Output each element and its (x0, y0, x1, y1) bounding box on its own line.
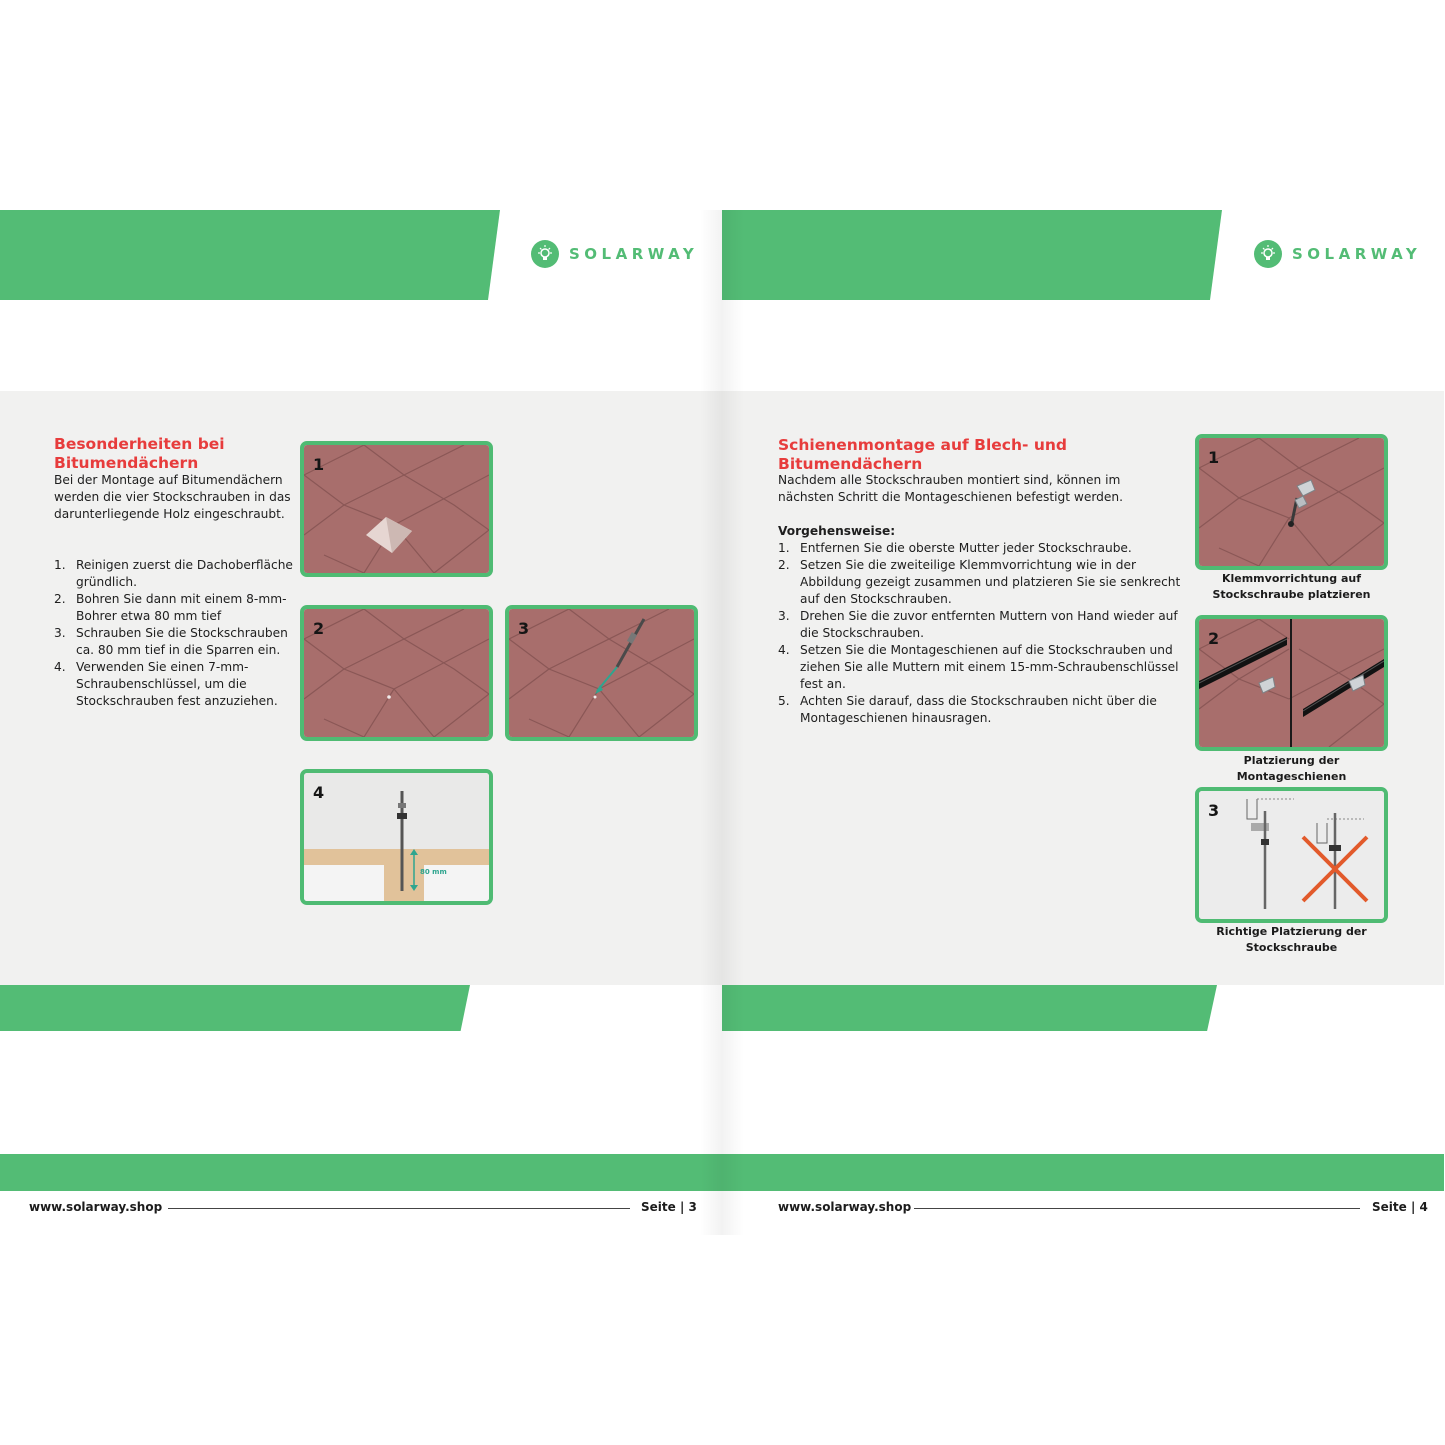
page-number: Seite | 4 (1372, 1200, 1428, 1214)
header-band (722, 210, 1222, 300)
intro-text: Nachdem alle Stockschrauben montiert sind, können im nächsten Schritt die Montageschienen befestigt werden. (778, 473, 1124, 504)
brand-logo (531, 240, 698, 268)
sun-bulb-icon (1254, 240, 1282, 268)
section-title: Schienenmontage auf Blech- und Bitumendächern (778, 436, 1067, 473)
list-item: 2. Bohren Sie dann mit einem 8-mm-Bohrer etwa 80 mm tief (54, 592, 287, 623)
bottom-accent-band (722, 985, 1217, 1031)
image-number: 3 (518, 619, 530, 638)
procedure-heading: Vorgehensweise: (778, 524, 896, 538)
step-image-depth (300, 769, 493, 905)
footer-band (722, 1154, 1444, 1191)
section-title: Besonderheiten bei Bitumendächern (54, 435, 225, 472)
depth-label: 80 mm (420, 868, 447, 876)
image-caption: Richtige Platzierung der Stockschraube (1216, 925, 1367, 954)
image-number: 1 (1208, 448, 1220, 467)
step-list (54, 557, 294, 710)
brand-name: SOLARWAY (1292, 245, 1422, 263)
footer-band (0, 1154, 722, 1191)
image-caption: Klemmvorrichtung auf Stockschraube platzieren (1212, 572, 1371, 601)
step-image-shingle-cap (300, 441, 493, 577)
bottom-accent-band (0, 985, 470, 1031)
image-number: 2 (313, 619, 325, 638)
footer-divider (914, 1208, 1360, 1209)
step-image-drilled-hole (300, 605, 493, 741)
step-image-correct-placement (1195, 787, 1388, 923)
step-image-clamp (1195, 434, 1388, 570)
list-item: 2. Setzen Sie die zweiteilige Klemmvorrichtung wie in der Abbildung gezeigt zusammen und platzieren Sie sie senkrecht auf den Stockschrauben. (778, 558, 1181, 606)
footer-url[interactable]: www.solarway.shop (29, 1200, 163, 1214)
page-number: Seite | 3 (641, 1200, 697, 1214)
footer-url[interactable]: www.solarway.shop (778, 1200, 912, 1214)
sun-bulb-icon (531, 240, 559, 268)
list-item: 4. Verwenden Sie einen 7-mm-Schraubenschlüssel, um die Stockschrauben fest anzuziehen. (54, 660, 278, 708)
list-item: 5. Achten Sie darauf, dass die Stockschrauben nicht über die Montageschienen hinausragen. (778, 694, 1157, 725)
list-item: 4. Setzen Sie die Montageschienen auf die Stockschrauben und ziehen Sie alle Muttern mit einem 15-mm-Schraubenschlüssel fest an. (778, 643, 1179, 691)
image-number: 3 (1208, 801, 1220, 820)
step-list (778, 540, 1184, 727)
image-number: 4 (313, 783, 325, 802)
page-footer (0, 1200, 722, 1220)
image-number: 1 (313, 455, 325, 474)
brand-name: SOLARWAY (569, 245, 699, 263)
brand-logo (1254, 240, 1421, 268)
list-item: 1. Reinigen zuerst die Dachoberfläche gründlich. (54, 558, 293, 589)
step-image-rail (1195, 615, 1388, 751)
step-image-screw-insert (505, 605, 698, 741)
footer-divider (168, 1208, 630, 1209)
image-number: 2 (1208, 629, 1220, 648)
list-item: 3. Schrauben Sie die Stockschrauben ca. 80 mm tief in die Sparren ein. (54, 626, 288, 657)
list-item: 1. Entfernen Sie die oberste Mutter jeder Stockschraube. (778, 541, 1132, 555)
header-band (0, 210, 500, 300)
page-footer (722, 1200, 1444, 1220)
page-4 (722, 210, 1444, 1235)
list-item: 3. Drehen Sie die zuvor entfernten Muttern von Hand wieder auf die Stockschrauben. (778, 609, 1178, 640)
intro-text: Bei der Montage auf Bitumendächern werden die vier Stockschrauben in das darunterliegende Holz eingeschraubt. (54, 473, 291, 521)
page-3 (0, 210, 722, 1235)
image-caption: Platzierung der Montageschienen (1236, 754, 1347, 783)
